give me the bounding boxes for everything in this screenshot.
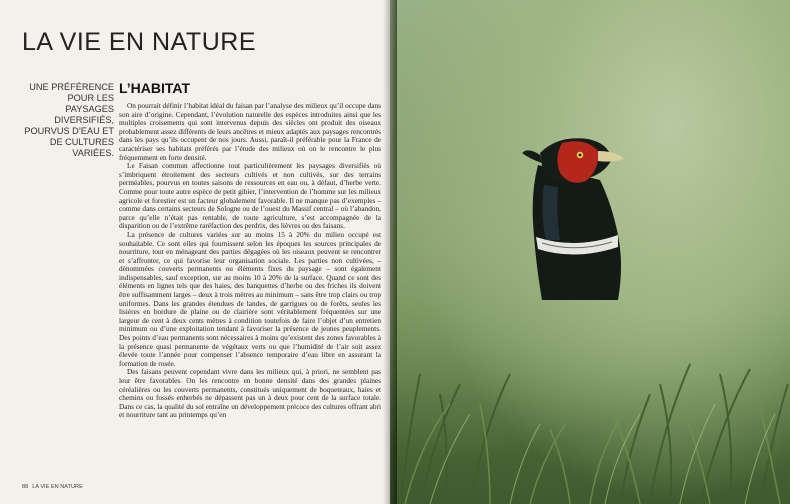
body-text bbox=[119, 102, 381, 420]
folio bbox=[22, 484, 87, 490]
pheasant-illustration bbox=[500, 125, 640, 325]
sidebar-blurb: UNE PRÉFÉRENCE POUR LES PAYSAGES DIVERSIFIÉS, POURVUS D’EAU ET DE CULTURES VARIÉES. bbox=[24, 82, 114, 158]
running-head: LA VIE EN NATURE bbox=[32, 484, 83, 490]
chapter-title: LA VIE EN NATURE bbox=[22, 28, 256, 56]
left-page bbox=[0, 0, 390, 504]
book-gutter-shadow bbox=[383, 0, 397, 504]
paragraph: La présence de cultures variées sur au moins 15 à 20% du milieu occupé est souhaitable. Ce sont elles qui fournissent selon les époques les sources principales de nourriture, tout en ménageant des parties dégagées où les oiseaux peuvent se rencontrer et s’affronter, ce qui favorise leur organisation sociale. Les parties non cultivées, – dénommées couverts permanents ou éléments fixes du paysage – sont également indispensables, sauf exception, sur au moins 10 à 20% de la surface. Quand ce sont des éléments en lignes tels que des haies, des banquettes d’herbe ou des friches ils doivent être suffisamment larges – deux à trois mètres au minimum – sans être trop clairs ou trop uniformes. Dans les grandes étendues de landes, de garrigues ou de forêts, seules les lisières en bordure de plaine ou de clairière sont véritablement fréquentées sur une largeur de cent à deux cents mètres à condition toutefois de faire l’objet d’un entretien minimum ou d’une exploitation tendant à favoriser la présence de jeunes peuplements. Des points d’eau permanents sont nécessaires à moins qu’existent des zones favorables à la présence quasi permanente de végétaux verts ou que l’humidité de l’air soit assez élevée toute l’année pour compenser l’absence temporaire d’eau libre en assurant la formation de rosée. bbox=[119, 229, 381, 368]
right-page-photo bbox=[390, 0, 790, 504]
paragraph: Des faisans peuvent cependant vivre dans les milieux qui, à priori, ne semblent pas leur être favorables. On les rencontre en bonne densité dans des grandes plaines céréalières ou les couverts permanents, constitués uniquement de boqueteaux, haies et chemins ou fossés enherbés ne dépassent pas un à deux pour cent de la surface totale. Dans ce cas, la qualité du sol entraîne un développement précoce des cultures offrant abri et nourriture tant au printemps qu’en bbox=[119, 367, 381, 420]
page-number: 88 bbox=[22, 484, 29, 490]
paragraph: Le Faisan commun affectionne tout particulièrement les paysages diversifiés où s’imbriquent étroitement des secteurs cultivés et non cultivés, sur des terrains perméables, pourvus en toutes saisons de ressources en eau ou, à défaut, d’herbe verte. Comme pour toute autre espèce de petit gibier, l’intervention de l’homme sur les milieux agricole et forestier est un facteur globalement favorable. Il ne manque pas d’exemples – comme dans certains secteurs de Sologne ou de l’ouest du Massif central – où l’abandon, parce qu’elle n’était pas rentable, de toute agriculture, s’est accompagnée de la disparition ou de l’extrême raréfaction des perdrix, des lièvres ou des faisans. bbox=[119, 161, 381, 231]
paragraph: On pourrait définir l’habitat idéal du faisan par l’analyse des milieux qu’il occupe dans son aire d’origine. Cependant, l’évolution naturelle des espèces introduites ainsi que les multiples croisements qui sont intervenus depuis des siècles ont produit des oiseaux probablement assez différents de leurs ancêtres et mieux adaptés aux paysages rencontrés dans les pays qu’ils occupent de nos jours. Aussi, paraît-il préférable pour la France de caractériser ses habitats préférés par l’étude des milieux où on le rencontre le plus fréquemment en forte densité. bbox=[119, 101, 381, 162]
section-heading: L’HABITAT bbox=[119, 80, 191, 96]
